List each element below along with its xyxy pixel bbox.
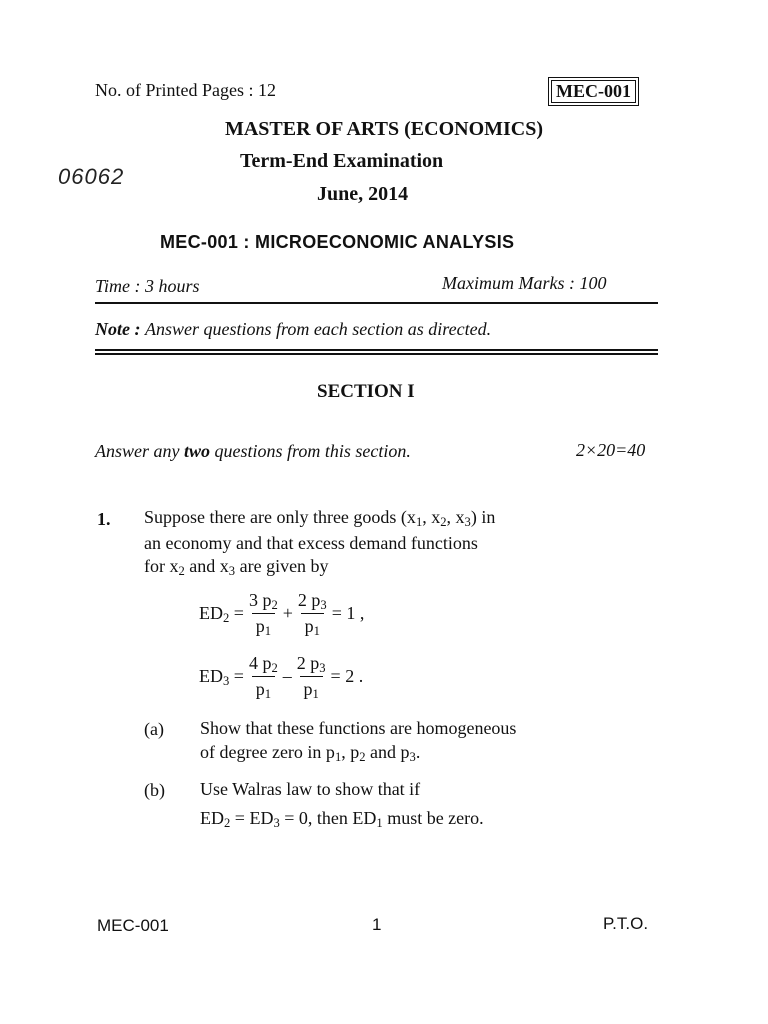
equation-ed2: $ED_2$ = $\frac{3 p_2}{p_1}$ + $\frac{2 p_3}{p_1}$ = 1 , — [199, 590, 365, 639]
pto-label: P.T.O. — [603, 914, 649, 933]
exam-title: Term-End Examination — [240, 150, 444, 172]
footer-code: MEC-001 — [97, 916, 169, 935]
instruction-pre: Answer any — [95, 441, 184, 461]
part-a-line1: Show that these functions are homogeneous — [200, 718, 517, 738]
handwritten-serial: 06062 — [58, 164, 125, 189]
section-marks: 2×20=40 — [576, 440, 646, 460]
equation-ed3: $ED_3$ = $\frac{4 p_2}{p_1}$ – $\frac{2 p_3}{p_1}$ = 2 . — [199, 653, 364, 702]
intro-line3-pre: for x — [144, 556, 179, 576]
part-b-line1: Use Walras law to show that if — [200, 779, 421, 799]
program-title: MASTER OF ARTS (ECONOMICS) — [224, 118, 544, 140]
note-text: Answer questions from each section as directed. — [144, 319, 492, 339]
part-b-line2: $ED_2 = ED_3 = 0$, then $ED_1$ must be zero. — [200, 808, 484, 831]
exam-date: June, 2014 — [317, 183, 409, 205]
paper-title: MEC-001 : MICROECONOMIC ANALYSIS — [160, 232, 515, 252]
course-code-box: MEC-001 — [551, 80, 636, 103]
section-title: SECTION I — [317, 381, 415, 402]
divider-top — [95, 302, 658, 304]
note — [95, 319, 491, 340]
time-allowed: Time : 3 hours — [95, 276, 200, 296]
question-intro-line1: Suppose there are only three goods ($x_1$, $x_2$, $x_3$) in — [144, 507, 496, 530]
page-number: 1 — [372, 915, 382, 934]
printed-pages: No. of Printed Pages : 12 — [95, 80, 276, 100]
note-label: Note : — [95, 319, 141, 339]
divider-double-1 — [95, 349, 658, 351]
intro-line3-post: are given by — [235, 556, 329, 576]
question-number: 1. — [97, 509, 111, 529]
part-b-label: (b) — [144, 780, 165, 800]
instruction-bold: two — [184, 441, 211, 461]
part-a-line2: of degree zero in $p_1$, $p_2$ and $p_3$. — [200, 742, 421, 765]
divider-double-2 — [95, 353, 658, 355]
question-intro-line3: for $x_2$ and $x_3$ are given by — [144, 556, 329, 579]
part-a-label: (a) — [144, 719, 164, 739]
maximum-marks: Maximum Marks : 100 — [442, 273, 607, 293]
question-intro-line2: an economy and that excess demand functions — [144, 533, 478, 553]
intro-line1-text: Suppose there are only three goods (x — [144, 507, 416, 527]
section-instruction — [95, 441, 411, 462]
part-a-line2-text: of degree zero in p — [200, 742, 335, 762]
instruction-post: questions from this section. — [210, 441, 411, 461]
intro-line3-mid: and x — [184, 556, 229, 576]
